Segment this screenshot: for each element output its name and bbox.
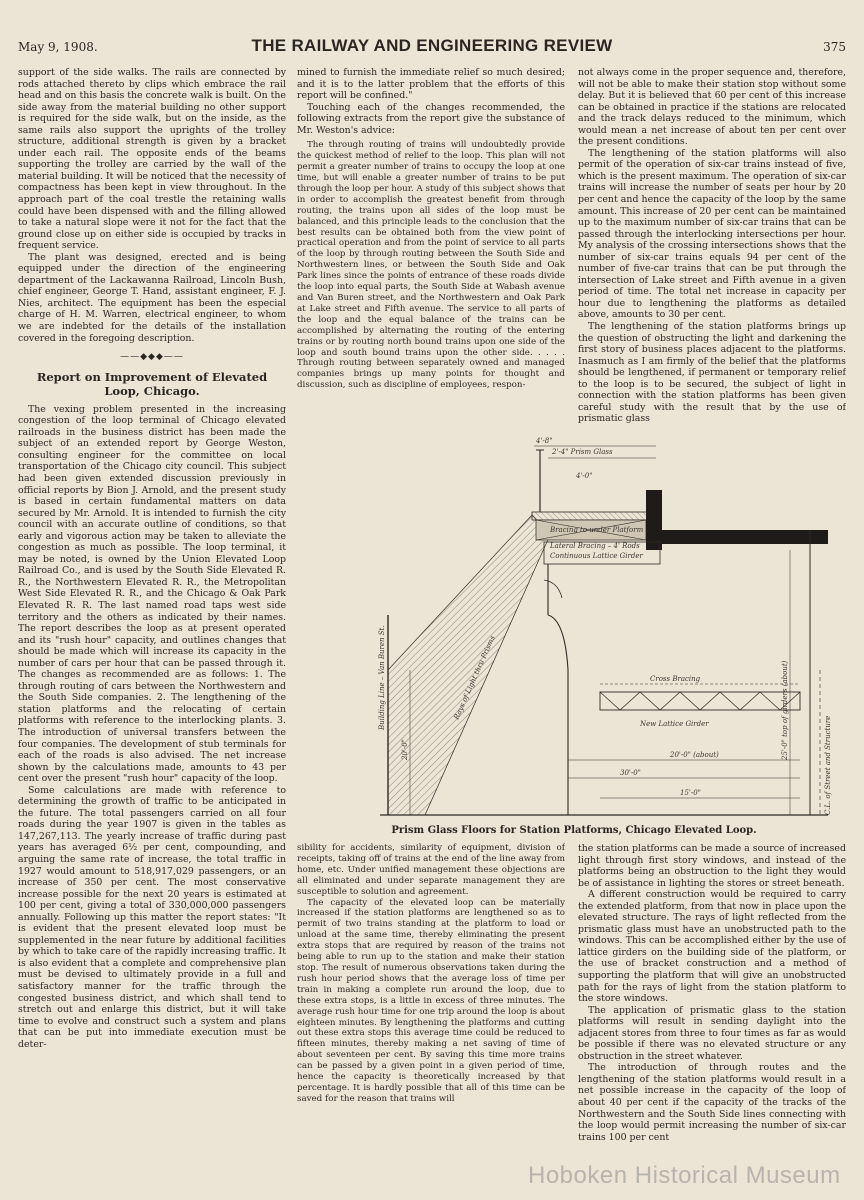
paragraph: The vexing problem presented in the increasing congestion of the loop terminal of Chicago elevated railroads in the business district has been made the subject of an extended report by George Weston, consulting engineer for the committee on local transportation of the Chicago city council. This subject had been given extended discussion previously in official reports by Bion J. Arnold, and the present study is based in certain fundamental matters on data secured by Mr. Arnold. It is intended to furnish the city council with an accurate outline of conditions, so that early and vigorous action may be taken to alleviate the congestion as much as possible. The loop terminal, it may be noted, is owned by the Union Elevated Loop Railroad Co., and is used by the South Side Elevated R. R., the Northwestern Elevated R. R., the Metropolitan West Side Elevated R. R., and the Chicago & Oak Park Elevated R. R. The last named road taps west side territory and the others as indicated by their names. The report describes the loop as at present operated and its "rush hour" capacity, and outlines changes that should be made which will increase its capacity in the number of cars per hour that can be passed through it. The changes as recommended are as follows: 1. The through routing of cars between the Northwestern and the South Side companies. 2. The lengthening of the station platforms and the relocating of certain platforms with reference to the interlocking plants. 3. The introduction of universal transfers between the four companies. The development of stub terminals for each of the roads is also advised. The net increase shown by the calculations made, amounts to 43 per cent over the present "rush hour" capacity of the loop. — [18, 403, 286, 785]
label-bracing: Bracing to under Platform — [550, 526, 644, 534]
label-dim-vert: 20'-0" — [401, 739, 409, 760]
label-dim-top: 4'-8" — [536, 437, 553, 445]
paragraph: The application of prismatic glass to the station platforms will result in sending daylight into the adjacent stores from three to four times as far as would be possible if there was no elevated structure or any obstruction in the street whatever. — [578, 1004, 846, 1062]
light-rays-band — [388, 515, 550, 815]
masthead-title: THE RAILWAY AND ENGINEERING REVIEW — [251, 36, 613, 55]
label-dim-bottom: 15'-0" — [680, 789, 701, 797]
label-dim-mid: 20'-0" (about) — [670, 751, 719, 759]
figure-caption: Prism Glass Floors for Station Platforms, Chicago Elevated Loop. — [391, 825, 757, 836]
label-building-line: Building Line – Van Buren St. — [378, 625, 386, 730]
paragraph: not always come in the proper sequence and, therefore, will not be able to make their station stop without some delay. But it is believed that 60 per cent of this increase can be obtained in practice if the stations are relocated and the track delays reduced to the minimum, which would mean a net increase of about ten per cent over the present conditions. — [578, 67, 846, 148]
label-dim-right: 25'-0" top of girders (about) — [781, 660, 789, 760]
label-dim-side: 4'-0" — [576, 472, 593, 480]
column-3-top — [578, 67, 846, 427]
paragraph: Touching each of the changes recommended, the following extracts from the report give the substance of Mr. Weston's advice: — [297, 101, 565, 136]
page-number: 375 — [823, 40, 846, 54]
header-date: May 9, 1908. — [18, 40, 98, 54]
column-2-bottom — [297, 843, 565, 1173]
paragraph: The introduction of through routes and the lengthening of the station platforms would result in a net possible increase in the capacity of the loop of about 40 per cent if the capacity of the tracks of the Northwestern and the South Side lines connecting with the loop would permit increasing the number of six-car trains 100 per cent — [578, 1062, 846, 1143]
column-1 — [18, 67, 286, 1174]
prism-glass-diagram — [300, 430, 848, 828]
existing-structure-column — [646, 490, 662, 550]
paragraph: The plant was designed, erected and is being equipped under the direction of the engineering department of the Lackawanna Railroad, Lincoln Bush, chief engineer, George T. Hand, assistant engineer, F. J. Nies, architect. The equipment has been the especial charge of H. M. Warren, electrical engineer, to whom we are indebted for the details of the installation covered in the foregoing description. — [18, 251, 286, 344]
column-2-top — [297, 67, 565, 427]
section-separator: ——◆◆◆—— — [120, 352, 184, 363]
paragraph: mined to furnish the immediate relief so much desired; and it is to the latter problem that the efforts of this report will be confined." — [297, 67, 565, 102]
label-prism-glass: 2'-4" Prism Glass — [552, 448, 613, 456]
paragraph: A different construction would be required to carry the extended platform, from that now in place upon the elevated structure. The rays of light reflected from the prismatic glass must have an unobstructed path to the windows. This can be accomplished either by the use of lattice girders on the building side of the platform, or the use of bracket construction and a method of supporting the platform that will give an unobstructed path for the rays of light from the station platform to the store windows. — [578, 889, 846, 1005]
paragraph: The lengthening of the station platforms will also permit of the operation of six-car trains instead of five, which is the present maximum. The operation of six-car trains will increase the number of seats per hour by 20 per cent and hence the capacity of the loop by the same amount. This increase of 20 per cent can be maintained up to the maximum number of six-car trains that can be passed through the interlocking intersections per hour. My analysis of the crossing intersections shows that the number of six-car trains equals 94 per cent of the number of five-car trains that can be put through the intersection of Lake street and Fifth avenue in a given period of time. The total net increase in capacity per hour due to lengthening the platforms as detailed above, amounts to 30 per cent. — [578, 147, 846, 321]
quoted-paragraph: The through routing of trains will undoubtedly provide the quickest method of relief to the loop. This plan will not permit a greater number of trains to occupy the loop at one time, but will enable a greater number of trains to be put through the loop per hour. A study of this subject shows that in order to accomplish the greatest benefit from through routing, the trains upon all sides of the loop must be balanced, and this principle leads to the conclusion that the best results can be obtained both from the view point of practical operation and from the point of service to all parts of the loop by through routing between the South Side and Northwestern lines, or between the South Side and Oak Park lines since the points of entrance of these roads divide the loop into equal parts, the South Side at Wabash avenue and Van Buren street, and the Northwestern and Oak Park at Lake street and Fifth avenue. The service to all parts of the loop and the equal balance of the trains can be accomplished by alternating the routing of the entering trains or by routing north bound trains upon one side of the loop and south bound trains upon the other side. . . . . Through routing between separately owned and managed companies brings up many points for thought and discussion, such as discipline of employees, respon- — [297, 140, 565, 391]
label-cross-bracing: Cross Bracing — [650, 675, 701, 683]
paragraph: The lengthening of the station platforms brings up the question of obstructing the light and darkening the first story of business places adjacent to the platforms. Inasmuch as I am firmly of the belief that the platforms should be lengthened, if permanent or temporary relief to the loop is to be secured, the subject of light in connection with the station platforms has been given careful study with the result that by the use of prismatic glass — [578, 321, 846, 425]
label-new-girder: New Lattice Girder — [640, 720, 709, 728]
column-3-bottom — [578, 843, 846, 1173]
elevated-deck — [662, 530, 828, 544]
quoted-paragraph: sibility for accidents, similarity of equipment, division of receipts, taking off of trains at the end of the line away from home, etc. Under unified management these objections are all eliminated and under separate management they are susceptible to solution and agreement. — [297, 843, 565, 897]
paragraph: support of the side walks. The rails are connected by rods attached thereto by clips which embrace the rail head and on this basis the concrete walk is built. On the side away from the material building no other support is required for the side walk, but on the inside, as the same rails also support the uprights of the trolley structure, additional strength is given by a bracket under each rail. The opposite ends of the beams supporting the trolley are carried by the wall of the material building. It will be noticed that the necessity of compactness has been kept in view throughout. In the approach part of the coal trestle the retaining walls could have been dispensed with and the filling allowed to take a natural slope were it not for the fact that the ground close up on either side is occupied by tracks in frequent service. — [18, 67, 286, 252]
paragraph: Some calculations are made with reference to determining the growth of traffic to be anticipated in the future. The total passengers carried on all four roads during the year 1907 is given in the tables as 147,267,113. The yearly increase of traffic during past years has averaged 6½ per cent, compounding, and arguing the same rate of increase, the total traffic in 1927 would amount to 518,917,029 passengers, or an increase of 350 per cent. The most conservative increase possible for the next 20 years is estimated at 100 per cent, giving a total of 330,000,000 passengers annually. Following up this matter the report states: "It is evident that the present elevated loop must be supplemented in the near future by additional facilities by which to take care of the rapidly increasing traffic. It is also evident that a complete and comprehensive plan must be devised to ultimately provide in a full and satisfactory manner for the traffic through the congested business district, and which shall tend to stretch out and enlarge this district, but it will take time to evolve and construct such a system and plans that can be put into immediate execution must be deter- — [18, 784, 286, 1050]
bracket-support — [548, 564, 568, 815]
paragraph: the station platforms can be made a source of increased light through first story windows, and instead of the platforms being an obstruction to the light they would be of assistance in lighting the stores or street beneath. — [578, 843, 846, 889]
label-girder: Continuous Lattice Girder — [550, 552, 643, 560]
quoted-paragraph: The capacity of the elevated loop can be materially increased if the station platforms are lengthened so as to permit of two trains standing at the platform to load or unload at the same time, thereby eliminating the present extra stops that are required by reason of the trains not being able to run up to the station and make their station stop. The result of numerous observations taken during the rush hour period shows that the average loss of time per train in making a complete run around the loop, due to these extra stops, is a little in excess of three minutes. The average rush hour time for one trip around the loop is about eighteen minutes. By lengthening the platforms and cutting out these extra stops this average time could be reduced to fifteen minutes, thereby making a net saving of time of about seventeen per cent. By saving this time more trains can be passed by a given point in a given period of time, hence the capacity is theoretically increased by that percentage. It is hardly possible that all of this time can be saved for the reason that trains will — [297, 897, 565, 1104]
article-title: Report on Improvement of Elevated Loop, Chicago. — [36, 369, 268, 398]
prism-glass-platform — [532, 512, 660, 520]
label-dim-low: 30'-0" — [620, 769, 641, 777]
page-header — [18, 36, 846, 58]
label-lateral-bracing: Lateral Bracing – 4' Rods — [550, 542, 640, 550]
label-street-right: C.L. of Street and Structure — [824, 715, 832, 815]
museum-watermark: Hoboken Historical Museum — [528, 1162, 841, 1189]
label-light-rays: Rays of Light thru Prisms — [452, 634, 497, 721]
